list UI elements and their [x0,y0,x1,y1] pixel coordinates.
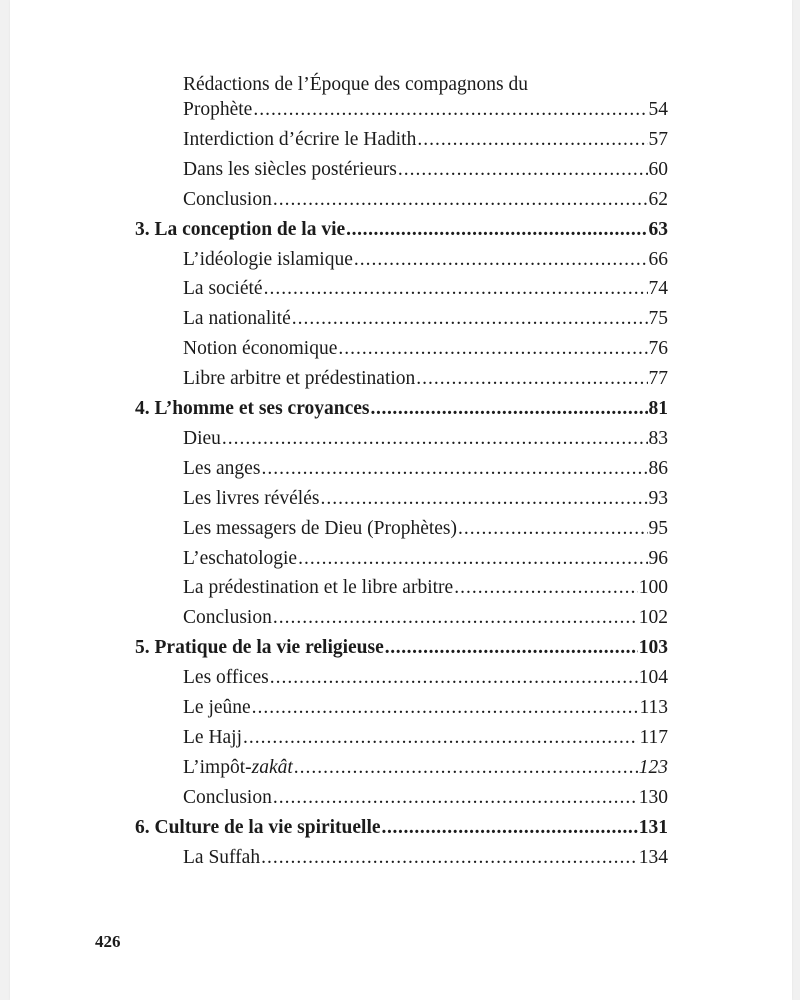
dot-leader [222,427,648,451]
toc-entry-page: 104 [638,667,668,689]
toc-entry-title: Les anges [183,457,261,479]
toc-entry-continued-title: Rédactions de l’Époque des compagnons du [183,74,528,95]
toc-entry-page: 103 [638,637,668,659]
toc-entry-title: Conclusion [183,188,272,210]
dot-leader [382,816,638,840]
toc-entry-title: Notion économique [183,338,338,360]
toc-entry-title: 4. L’homme et ses croyances [135,398,370,419]
dot-leader [253,98,647,122]
toc-section-entry [183,547,668,571]
toc-entry-page: 75 [648,308,668,330]
toc-entry-title: La société [183,278,263,300]
toc-section-entry [183,248,668,272]
dot-leader [261,846,638,870]
toc-entry-page: 76 [648,338,668,360]
toc-section-entry [183,158,668,182]
toc-entry-page: 83 [648,427,668,449]
toc-entry-page: 57 [648,128,668,150]
toc-entry-page: 63 [648,218,668,240]
toc-entry-title: Le jeûne [183,697,251,718]
toc-section-entry [183,517,668,541]
toc-entry-title-italic: zakât [251,756,293,778]
toc-entry-page: 60 [648,158,668,180]
dot-leader [417,128,647,152]
toc-section-entry [183,427,668,451]
toc-entry-page: 86 [648,457,668,479]
toc-entry-title: 6. Culture de la vie spirituelle [135,816,381,838]
toc-section-entry [183,696,668,720]
dot-leader [292,307,648,331]
toc-section-entry [183,128,668,152]
toc-entry-title: Les offices [183,667,269,689]
book-page [10,0,792,1000]
toc-entry-title: Conclusion [183,786,272,808]
dot-leader [273,188,648,212]
toc-entry-title: L’eschatologie [183,547,298,569]
toc-entry-title: 5. Pratique de la vie religieuse [135,637,384,659]
toc-entry-title: La prédestination et le libre arbitre [183,577,454,599]
toc-section-entry [183,786,668,810]
toc-section-entry [183,188,668,212]
toc-entry-title: La nationalité [183,308,291,330]
toc-entry-title: Conclusion [183,607,272,629]
toc-entry-title: Les messagers de Dieu (Prophètes) [183,517,457,539]
toc-section-entry [183,98,668,122]
toc-chapter-entry [135,397,668,421]
toc-entry-page: 113 [639,697,668,718]
toc-entry-title: Libre arbitre et prédestination [183,368,416,390]
dot-leader [354,248,648,272]
toc-entry-page: 62 [648,188,668,210]
dot-leader [298,547,647,571]
toc-entry-title: 3. La conception de la vie [135,218,346,240]
toc-entry-page: 134 [638,846,668,868]
toc-entry-title: Dans les siècles postérieurs [183,158,397,180]
dot-leader [273,606,638,630]
toc-entry-page: 123 [638,756,668,778]
toc-entry-title: L’impôt- [183,756,252,778]
dot-leader [371,397,648,421]
toc-chapter-entry [135,218,668,242]
toc-entry-page: 96 [648,547,668,569]
toc-entry-title: Les livres révélés [183,487,320,509]
toc-section-entry [183,277,668,301]
toc-section-entry [183,846,668,870]
toc-section-entry [183,457,668,481]
toc-section-entry [183,487,668,511]
toc-entry-page: 102 [638,607,668,629]
toc-entry-title: Interdiction d’écrire le Hadith [183,128,417,150]
toc-entry-title: Le Hajj [183,726,243,748]
dot-leader [294,756,638,780]
dot-leader [243,726,638,750]
toc-entry-page: 93 [648,487,668,509]
dot-leader [454,576,638,600]
page-number: 426 [95,932,121,951]
dot-leader [273,786,638,810]
dot-leader [270,666,638,690]
dot-leader [320,487,647,511]
toc-section-entry [183,576,668,600]
toc-entry-page: 95 [648,517,668,539]
toc-section-entry [183,666,668,690]
toc-entry-title: Dieu [183,427,221,449]
toc-chapter-entry [135,816,668,840]
toc-entry-title: L’idéologie islamique [183,248,353,270]
toc-entry-page: 74 [648,278,668,300]
toc-entry-page: 130 [638,786,668,808]
toc-entry-title: Prophète [183,99,253,120]
toc-section-entry [183,307,668,331]
toc-section-entry [183,367,668,391]
dot-leader [346,218,647,242]
toc-entry-page: 54 [648,99,668,120]
dot-leader [458,517,648,541]
toc-entry-page: 77 [648,368,668,390]
dot-leader [261,457,647,481]
toc-entry-page: 81 [648,398,668,419]
dot-leader [264,277,648,301]
toc-entry-page: 66 [648,248,668,270]
toc-section-entry [183,726,668,750]
dot-leader [398,158,648,182]
toc-entry-page: 117 [639,726,668,748]
toc-section-entry [183,606,668,630]
dot-leader [252,696,639,720]
dot-leader [338,337,647,361]
toc-section-entry [183,337,668,361]
dot-leader [385,636,638,660]
toc-entry-page: 131 [638,816,668,838]
toc-chapter-entry [135,636,668,660]
toc-entry-page: 100 [638,577,668,599]
dot-leader [416,367,647,391]
toc-entry-title: La Suffah [183,846,261,868]
toc-section-entry [183,756,668,780]
